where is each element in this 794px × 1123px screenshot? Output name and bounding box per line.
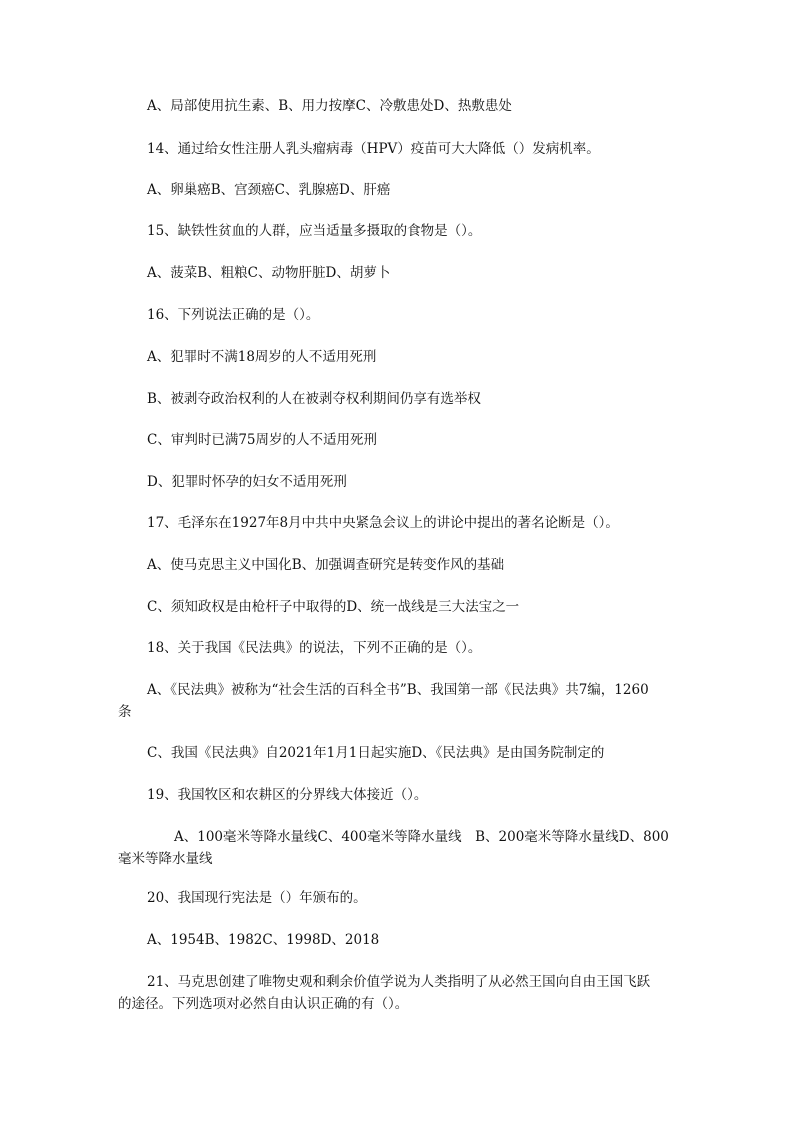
q13-options: A、局部使用抗生素、B、用力按摩C、冷敷患处D、热敷患处 (147, 98, 512, 114)
q16-option-d: D、犯罪时怀孕的妇女不适用死刑 (147, 474, 347, 490)
q17-options-cd: C、须知政权是由枪杆子中取得的D、统一战线是三大法宝之一 (147, 599, 520, 615)
q16-option-b: B、被剥夺政治权利的人在被剥夺权利期间仍享有选举权 (147, 391, 481, 407)
q14-options: A、卵巢癌B、宫颈癌C、乳腺癌D、肝癌 (147, 182, 391, 198)
q17-options-ab: A、使马克思主义中国化B、加强调查研究是转变作风的基础 (147, 557, 505, 573)
q21-question-line2: 的途径。下列选项对必然自由认识正确的有（）。 (118, 996, 409, 1012)
q14-question: 14、通过给女性注册人乳头瘤病毒（HPV）疫苗可大大降低（）发病机率。 (147, 141, 600, 157)
q17-question: 17、毛泽东在1927年8月中共中央紧急会议上的讲论中提出的著名论断是（）。 (147, 515, 619, 531)
q18-question: 18、关于我国《民法典》的说法，下列不正确的是（）。 (147, 640, 482, 656)
q19-options-line2: 毫米等降水量线 (118, 851, 213, 867)
q16-question: 16、下列说法正确的是（）。 (147, 307, 320, 323)
q19-options (118, 826, 669, 870)
q18-options-cd: C、我国《民法典》自2021年1月1日起实施D、《民法典》是由国务院制定的 (147, 745, 605, 761)
q19-options-line1: A、100毫米等降水量线C、400毫米等降水量线 B、200毫米等降水量线D、800 (174, 829, 669, 845)
q18-options-ab-line2: 条 (118, 704, 132, 720)
q18-options-ab (118, 679, 649, 723)
q16-option-c: C、审判时已满75周岁的人不适用死刑 (147, 432, 378, 448)
q20-question: 20、我国现行宪法是（）年颁布的。 (147, 890, 367, 906)
q21-question (118, 971, 650, 1015)
q19-question: 19、我国牧区和农耕区的分界线大体接近（）。 (147, 787, 428, 803)
q21-question-line1: 21、马克思创建了唯物史观和剩余价值学说为人类指明了从必然王国向自由王国飞跃 (147, 974, 651, 990)
q16-option-a: A、犯罪时不满18周岁的人不适用死刑 (147, 349, 377, 365)
q15-options: A、菠菜B、粗粮C、动物肝脏D、胡萝卜 (147, 265, 391, 281)
q15-question: 15、缺铁性贫血的人群，应当适量多摄取的食物是（）。 (147, 223, 482, 239)
q18-options-ab-line1: A、《民法典》被称为“社会生活的百科全书”B、我国第一部《民法典》共7编，1260 (147, 682, 649, 698)
q20-options: A、1954B、1982C、1998D、2018 (147, 932, 380, 948)
